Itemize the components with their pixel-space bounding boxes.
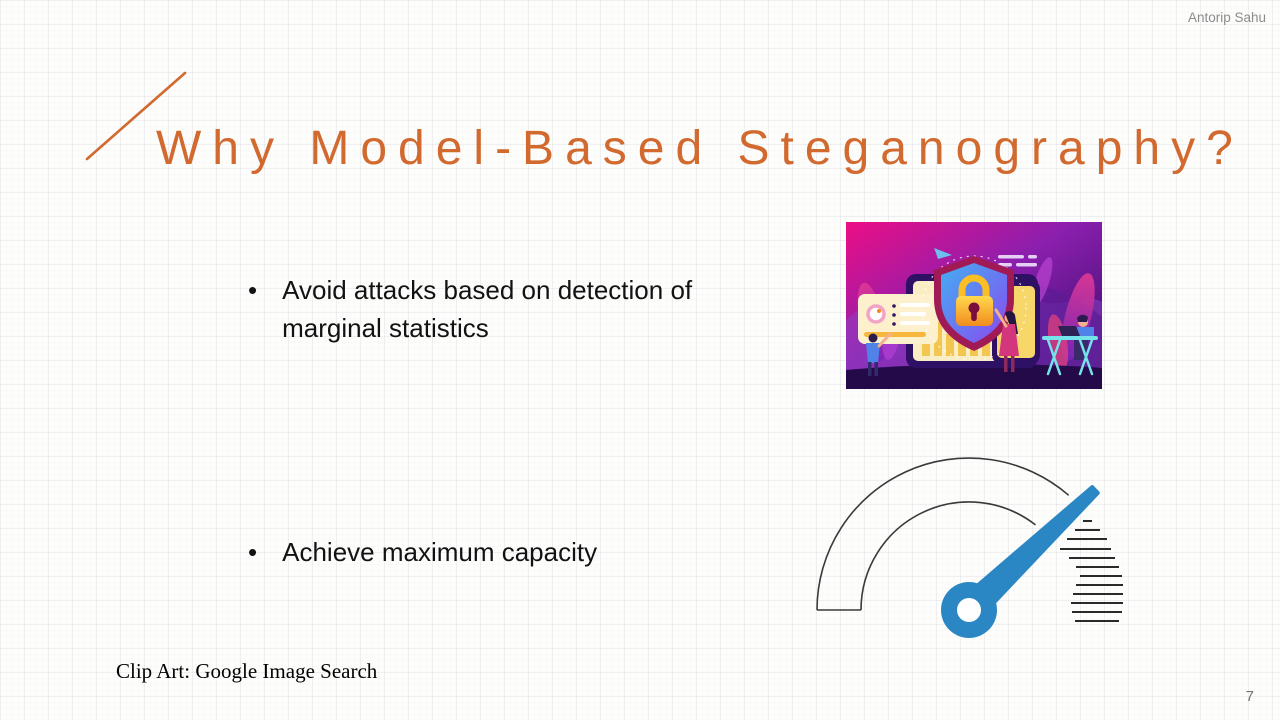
bullet-item bbox=[248, 271, 760, 347]
page-title: Why Model-Based Steganography? bbox=[156, 122, 1244, 175]
bullet-dot: • bbox=[248, 537, 258, 567]
bullet-item bbox=[248, 533, 597, 571]
bullet-dot: • bbox=[248, 275, 258, 305]
author-name: Antorip Sahu bbox=[1187, 10, 1266, 25]
clipart-credit: Clip Art: Google Image Search bbox=[116, 659, 378, 683]
bullet-text: Avoid attacks based on detection of marginal statistics bbox=[282, 275, 693, 343]
speedometer-icon bbox=[812, 452, 1134, 652]
bullet-text: Achieve maximum capacity bbox=[282, 537, 598, 567]
page-number: 7 bbox=[1245, 688, 1254, 705]
security-shield-padlock-clipart-icon bbox=[846, 222, 1102, 389]
